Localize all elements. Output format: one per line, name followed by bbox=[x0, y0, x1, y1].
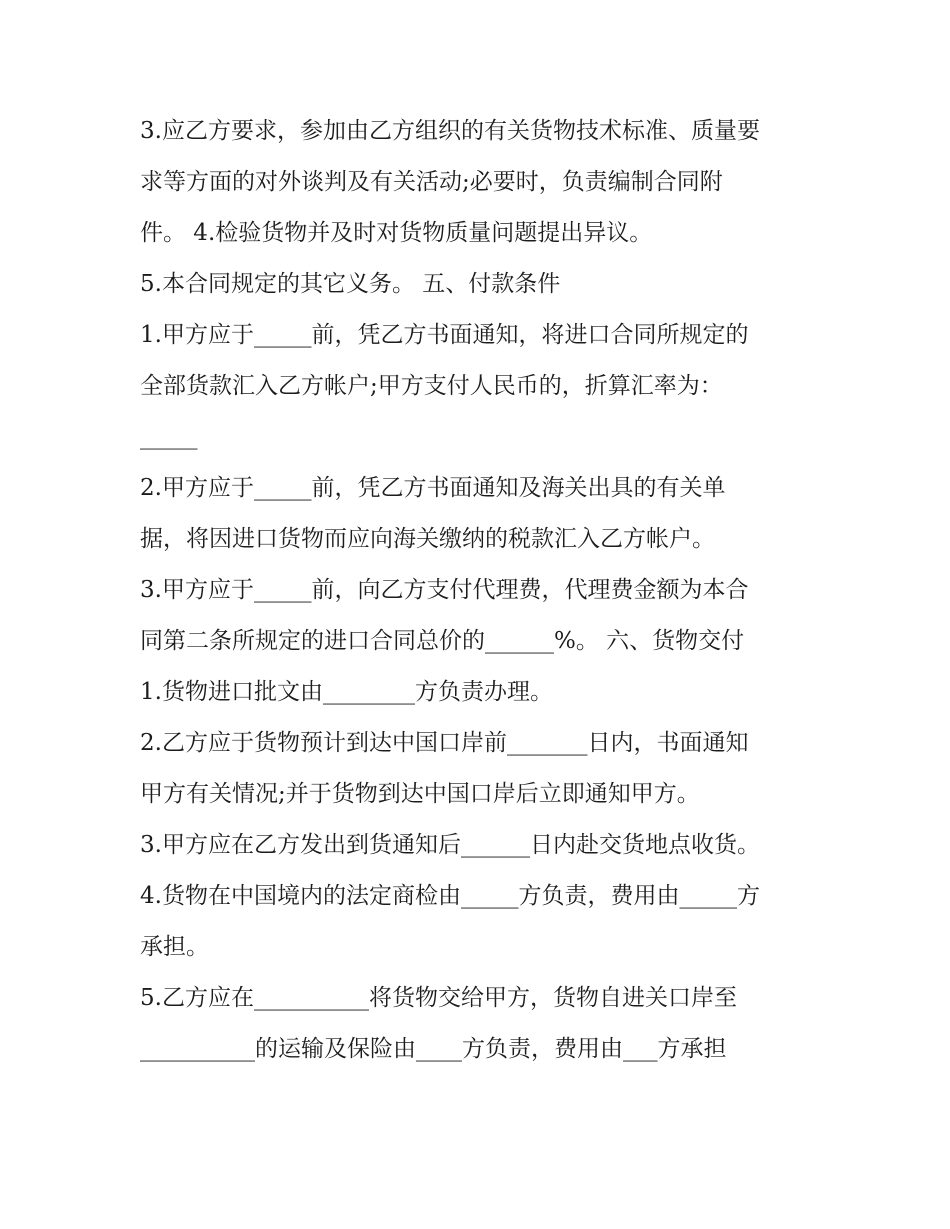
text-line: 2.甲方应于_____前，凭乙方书面通知及海关出具的有关单 bbox=[140, 475, 726, 501]
text-line: 5.本合同规定的其它义务。 五、付款条件 bbox=[140, 271, 561, 297]
text-line: 全部货款汇入乙方帐户;甲方支付人民币的，折算汇率为： bbox=[140, 373, 723, 399]
text-line: 3.甲方应在乙方发出到货通知后______日内赴交货地点收货。 bbox=[140, 832, 760, 858]
text-line: 1.货物进口批文由________方负责办理。 bbox=[140, 679, 553, 705]
text-line: 5.乙方应在__________将货物交给甲方，货物自进关口岸至 bbox=[140, 985, 737, 1011]
text-line: __________的运输及保险由____方负责，费用由___方承担 bbox=[140, 1036, 727, 1062]
text-line: 求等方面的对外谈判及有关活动;必要时，负责编制合同附 bbox=[140, 169, 723, 195]
text-line: _____ bbox=[140, 424, 198, 450]
document-body bbox=[140, 106, 820, 1075]
text-line: 同第二条所规定的进口合同总价的______%。 六、货物交付 bbox=[140, 628, 745, 654]
text-line: 承担。 bbox=[140, 934, 209, 960]
text-line: 3.甲方应于_____前，向乙方支付代理费，代理费金额为本合 bbox=[140, 577, 749, 603]
text-line: 4.货物在中国境内的法定商检由_____方负责，费用由_____方 bbox=[140, 883, 760, 909]
text-line: 据，将因进口货物而应向海关缴纳的税款汇入乙方帐户。 bbox=[140, 526, 715, 552]
text-line: 2.乙方应于货物预计到达中国口岸前_______日内，书面通知 bbox=[140, 730, 749, 756]
text-line: 甲方有关情况;并于货物到达中国口岸后立即通知甲方。 bbox=[140, 781, 700, 807]
text-line: 1.甲方应于_____前，凭乙方书面通知，将进口合同所规定的 bbox=[140, 322, 749, 348]
text-line: 3.应乙方要求，参加由乙方组织的有关货物技术标准、质量要 bbox=[140, 118, 760, 144]
text-line: 件。 4.检验货物并及时对货物质量问题提出异议。 bbox=[140, 220, 653, 246]
